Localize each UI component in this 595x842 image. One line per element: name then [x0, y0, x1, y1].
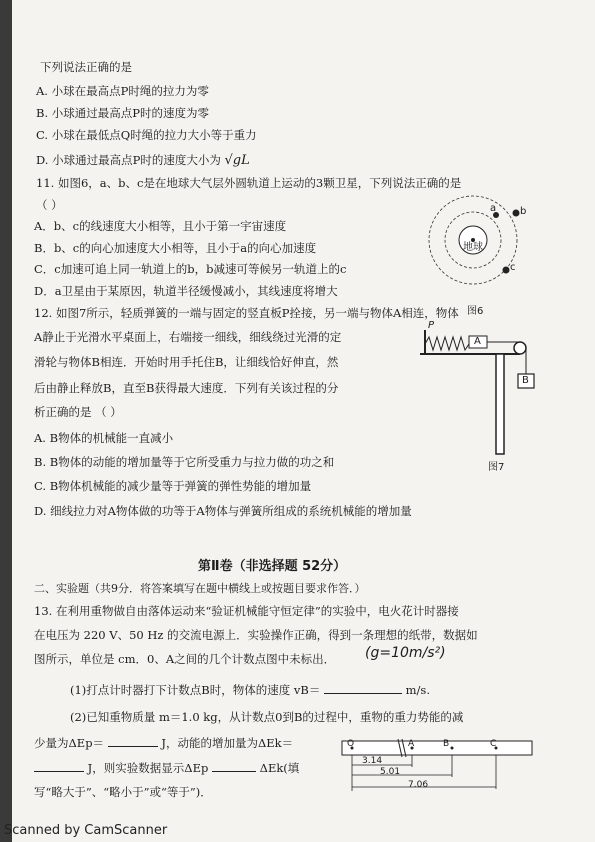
- tape-point-o: O: [347, 739, 355, 749]
- spring: [425, 337, 469, 350]
- ek-label: J，动能的增加量为ΔEk＝: [161, 736, 294, 750]
- q13-stem-line-3: 图所示，单位是 cm．0、A之间的几个计数点图中未标出．: [34, 652, 336, 666]
- q12-stem-line-2: A静止于光滑水平桌面上，右端接一细线，细线绕过光滑的定: [34, 330, 342, 344]
- q10-option-b: B. 小球通过最高点P时的速度为零: [36, 106, 209, 120]
- sat-c-label: c: [510, 262, 516, 273]
- table-leg: [496, 354, 504, 454]
- q11-option-c: C．c加速可追上同一轨道上的b，b减速可等候另一轨道上的c: [34, 262, 347, 276]
- block-b-label: B: [522, 375, 529, 386]
- block-a-label: A: [474, 336, 481, 347]
- satellite-c: [503, 267, 510, 274]
- q10-option-d-formula: √gL: [224, 153, 250, 168]
- q13-part-1: [70, 682, 430, 697]
- figure-7-caption: 图7: [488, 462, 505, 473]
- point-b-dot: [451, 747, 454, 750]
- tape-point-b: B: [443, 739, 450, 749]
- q10-option-d: [36, 153, 250, 168]
- q11-answer-paren: （ ）: [36, 198, 63, 212]
- q10-option-d-text: D. 小球通过最高点P时的速度大小为: [36, 153, 221, 167]
- figure-6-caption: 图6: [467, 306, 484, 317]
- sat-b-label: b: [520, 206, 527, 217]
- earth-label: 地球: [463, 242, 483, 253]
- tape-distance-oc: 7.06: [408, 780, 429, 790]
- vb-answer-blank[interactable]: [324, 682, 402, 694]
- experiment-section-title: 二、实验题（共9分．将答案填写在题中横线上或按题目要求作答．）: [34, 582, 366, 595]
- q12-stem-line-4: 后由静止释放B，直至B获得最大速度．下列有关该过程的分: [34, 381, 339, 395]
- ek-answer-blank[interactable]: [34, 760, 84, 772]
- q12-option-b: B. B物体的动能的增加量等于它所受重力与拉力做的功之和: [34, 455, 335, 469]
- scan-edge-shadow: [0, 0, 12, 842]
- q10-stem: 下列说法正确的是: [40, 60, 132, 74]
- figure-6-orbits: [425, 185, 545, 310]
- q13-part-2-line-4: 写“略大于”、“略小于”或“等于”)．: [34, 785, 212, 799]
- sat-a-label: a: [490, 203, 497, 214]
- pulley: [514, 342, 526, 354]
- q12-option-c: C. B物体机械能的减少量等于弹簧的弹性势能的增加量: [34, 479, 312, 493]
- q12-stem-line-1: 12. 如图7所示，轻质弹簧的一端与固定的竖直板P拴接，另一端与物体A相连，物体: [34, 306, 459, 320]
- tape-point-c: C: [490, 739, 497, 749]
- paper-tape: [342, 741, 532, 755]
- q13-part-1-unit: m/s.: [405, 683, 430, 697]
- ep-answer-blank[interactable]: [108, 735, 158, 747]
- compare-answer-blank[interactable]: [212, 760, 256, 772]
- tape-distance-oa: 3.14: [362, 756, 383, 766]
- q11-stem: 11. 如图6，a、b、c是在地球大气层外圆轨道上运动的3颗卫星，下列说法正确的是: [36, 176, 462, 190]
- tape-distance-ob: 5.01: [380, 767, 401, 777]
- q13-stem-line-1: 13. 在利用重物做自由落体运动来“验证机械能守恒定律”的实验中，电火花计时器接: [34, 604, 459, 618]
- plate-p-label: P: [428, 320, 435, 331]
- q10-option-c: C. 小球在最低点Q时绳的拉力大小等于重力: [36, 128, 257, 142]
- q13-part-1-text: (1)打点计时器打下计数点B时，物体的速度 vB＝: [70, 683, 321, 697]
- ep-label: 少量为ΔEp＝: [34, 736, 105, 750]
- q13-part-2-line-1: (2)已知重物质量 m＝1.0 kg，从计数点0到B的过程中，重物的重力势能的减: [70, 710, 464, 724]
- satellite-b: [513, 210, 520, 217]
- part-2-title: 第Ⅱ卷（非选择题 52分）: [198, 559, 347, 574]
- figure-7-apparatus: [420, 322, 545, 457]
- q11-option-d: D．a卫星由于某原因，轨道半径缓慢减小，其线速度将增大: [34, 284, 338, 298]
- compare-label: J，则实验数据显示ΔEp: [87, 761, 209, 775]
- q12-option-d: D. 细线拉力对A物体做的功等于A物体与弹簧所组成的系统机械能的增加量: [34, 504, 412, 518]
- q11-option-b: B．b、c的向心加速度大小相等，且小于a的向心加速度: [34, 241, 317, 255]
- q11-option-a: A．b、c的线速度大小相等，且小于第一宇宙速度: [34, 219, 287, 233]
- q12-stem-line-5: 析正确的是 （ ）: [34, 405, 122, 419]
- q13-part-2-line-2: [34, 735, 293, 750]
- q10-option-a: A. 小球在最高点P时绳的拉力为零: [36, 84, 209, 98]
- q12-option-a: A. B物体的机械能一直减小: [34, 431, 174, 445]
- q13-part-2-line-3: [34, 760, 299, 775]
- tape-point-a: A: [408, 739, 415, 749]
- fill-hint: ΔEk(填: [259, 761, 300, 775]
- handwritten-g-note: (g=10m/s²): [365, 645, 446, 661]
- q12-stem-line-3: 滑轮与物体B相连．开始时用手托住B，让细线恰好伸直，然: [34, 355, 339, 369]
- q13-stem-line-2: 在电压为 220 V、50 Hz 的交流电源上．实验操作正确，得到一条理想的纸带，数据如: [34, 628, 478, 642]
- scanner-watermark: Scanned by CamScanner: [4, 823, 168, 838]
